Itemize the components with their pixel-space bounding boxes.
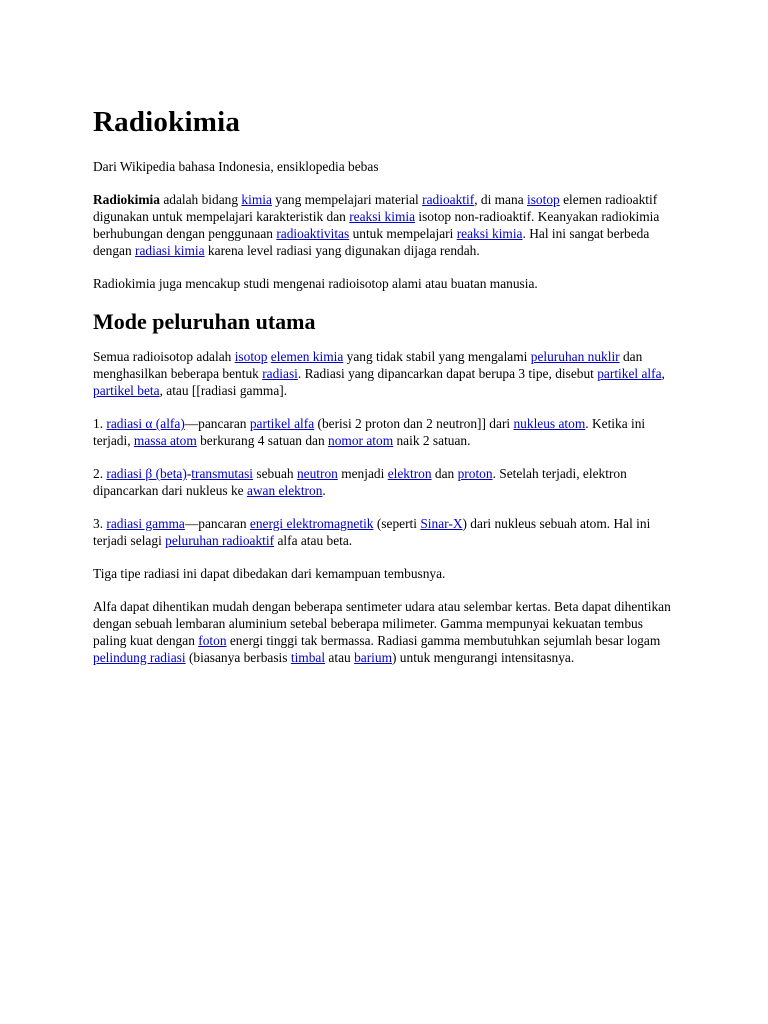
paragraph-tiga-tipe: Tiga tipe radiasi ini dapat dibedakan dari kemampuan tembusnya. — [93, 566, 446, 581]
text-span: , atau [[radiasi gamma]. — [159, 383, 288, 398]
link-isotop-2[interactable]: isotop — [234, 349, 268, 364]
link-energi-elektromagnetik[interactable]: energi elektromagnetik — [249, 516, 374, 531]
text-span: elemen radioaktif digunakan untuk mempelajari karakteristik dan — [93, 192, 658, 224]
text-span: —pancaran — [184, 516, 250, 531]
text-span: 2. — [93, 466, 107, 481]
paragraph-radioisotop: Radiokimia juga mencakup studi mengenai radioisotop alami atau buatan manusia. — [93, 276, 538, 291]
link-radioaktif[interactable]: radioaktif — [422, 192, 475, 207]
link-partikel-beta[interactable]: partikel beta — [93, 383, 160, 398]
text-span: —pancaran — [184, 416, 250, 431]
section-intro-paragraph — [93, 348, 678, 399]
link-radiasi[interactable]: radiasi — [262, 366, 298, 381]
link-elemen-kimia[interactable]: elemen kimia — [270, 349, 344, 364]
link-transmutasi[interactable]: transmutasi — [191, 466, 254, 481]
text-span: 1. — [93, 416, 107, 431]
link-proton[interactable]: proton — [457, 466, 493, 481]
text-span: untuk mempelajari — [349, 226, 457, 241]
text-span: 3. — [93, 516, 107, 531]
link-nomor-atom[interactable]: nomor atom — [328, 433, 394, 448]
text-span: . Radiasi yang dipancarkan dapat berupa 3 tipe, disebut — [297, 366, 598, 381]
link-sinar-x[interactable]: Sinar-X — [420, 516, 463, 531]
link-radiasi-alfa[interactable]: radiasi α (alfa) — [106, 416, 185, 431]
link-barium[interactable]: barium — [354, 650, 392, 665]
link-reaksi-kimia-2[interactable]: reaksi kimia — [456, 226, 523, 241]
text-span: . — [322, 483, 326, 498]
text-span: naik 2 satuan. — [393, 433, 471, 448]
link-elektron[interactable]: elektron — [387, 466, 432, 481]
link-massa-atom[interactable]: massa atom — [133, 433, 197, 448]
link-radiasi-beta[interactable]: radiasi β (beta) — [106, 466, 187, 481]
text-span: dan menghasilkan beberapa bentuk — [93, 349, 643, 381]
text-span: menjadi — [337, 466, 388, 481]
link-peluruhan-radioaktif[interactable]: peluruhan radioaktif — [165, 533, 275, 548]
link-nukleus-atom[interactable]: nukleus atom — [513, 416, 586, 431]
link-partikel-alfa[interactable]: partikel alfa — [597, 366, 662, 381]
text-span: berkurang 4 satuan dan — [196, 433, 329, 448]
text-span: ) untuk mengurangi intensitasnya. — [392, 650, 575, 665]
intro-bold-term: Radiokimia — [93, 192, 160, 207]
text-span: Alfa dapat dihentikan mudah dengan beberapa sentimeter udara atau selembar kertas. Beta dapat dihentikan dengan sebuah lembaran aluminium setebal beberapa milimeter. Gamma mempunyai kekuatan tembus paling kuat dengan — [93, 599, 671, 648]
text-span: , — [661, 366, 665, 381]
text-span: (berisi 2 proton dan 2 neutron]] dari — [314, 416, 514, 431]
link-timbal[interactable]: timbal — [290, 650, 326, 665]
text-span: energi tinggi tak bermassa. Radiasi gamma membutuhkan sejumlah besar logam — [226, 633, 661, 648]
text-span: . Setelah terjadi, elektron dipancarkan dari nukleus ke — [93, 466, 627, 498]
intro-paragraph — [93, 191, 678, 259]
link-foton[interactable]: foton — [198, 633, 227, 648]
article — [93, 104, 678, 682]
text-span: atau — [325, 650, 355, 665]
text-span: (seperti — [373, 516, 421, 531]
text-span: yang tidak stabil yang mengalami — [343, 349, 531, 364]
text-span: adalah bidang — [159, 192, 242, 207]
link-radiasi-gamma[interactable]: radiasi gamma — [106, 516, 185, 531]
page-title: Radiokimia — [93, 106, 241, 138]
list-item-alfa — [93, 415, 678, 449]
text-span: karena level radiasi yang digunakan dijaga rendah. — [204, 243, 480, 258]
article-subtitle: Dari Wikipedia bahasa Indonesia, ensiklopedia bebas — [93, 159, 379, 174]
link-peluruhan-nuklir[interactable]: peluruhan nuklir — [530, 349, 620, 364]
list-item-gamma — [93, 515, 678, 549]
text-span: ) dari nukleus sebuah atom. Hal ini terjadi selagi — [93, 516, 651, 548]
paragraph-penetration — [93, 598, 678, 666]
link-radiasi-kimia[interactable]: radiasi kimia — [135, 243, 205, 258]
link-partikel-alfa-2[interactable]: partikel alfa — [249, 416, 315, 431]
text-span: (biasanya berbasis — [185, 650, 291, 665]
link-awan-elektron[interactable]: awan elektron — [246, 483, 323, 498]
link-reaksi-kimia[interactable]: reaksi kimia — [349, 209, 416, 224]
text-span: sebuah — [253, 466, 297, 481]
text-span: isotop non-radioaktif. Keanyakan radiokimia berhubungan dengan penggunaan — [93, 209, 660, 241]
text-span: . Hal ini sangat berbeda dengan — [93, 226, 650, 258]
text-span: yang mempelajari material — [271, 192, 423, 207]
text-span: - — [186, 466, 192, 481]
text-span: . Ketika ini terjadi, — [93, 416, 646, 448]
text-span: dan — [431, 466, 458, 481]
list-item-beta — [93, 465, 678, 499]
link-pelindung-radiasi[interactable]: pelindung radiasi — [93, 650, 186, 665]
text-span: Semua radioisotop adalah — [93, 349, 235, 364]
link-neutron[interactable]: neutron — [296, 466, 338, 481]
text-span: alfa atau beta. — [274, 533, 353, 548]
section-heading: Mode peluruhan utama — [93, 309, 316, 334]
link-kimia[interactable]: kimia — [241, 192, 272, 207]
text-span: , di mana — [474, 192, 527, 207]
link-isotop[interactable]: isotop — [527, 192, 560, 207]
link-radioaktivitas[interactable]: radioaktivitas — [276, 226, 350, 241]
